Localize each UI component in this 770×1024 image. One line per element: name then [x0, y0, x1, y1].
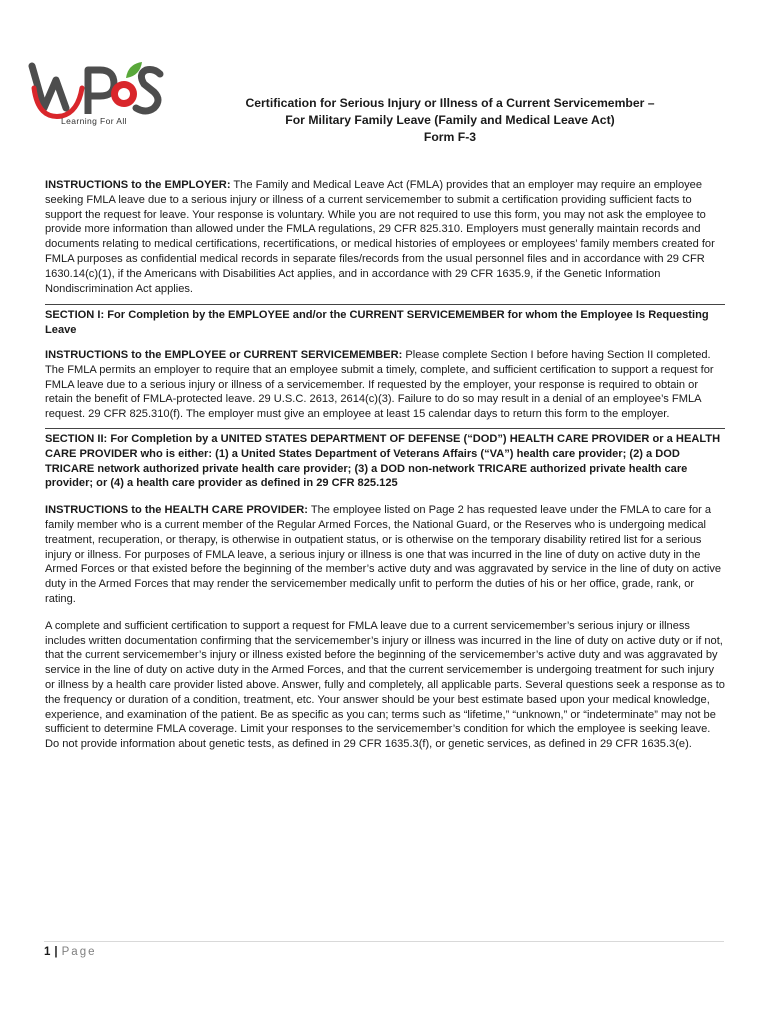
certification-paragraph: A complete and sufficient certification to support a request for FMLA leave due to a current servicemember’s serious injury or illness includes written documentation confirming that the servicemember’s injury or illness was incurred in the line of duty on active duty or if not, that the current servicemember’s injury or illness existed before the beginning of the servicemember’s active duty and was aggravated by service in the line of duty on active duty in the Armed Forces, and that the current servicemember is undergoing treatment for such injury or illness by a health care provider listed above. Answer, fully and completely, all applicable parts. Several questions seek a response as to the frequency or duration of a condition, treatment, etc. Your answer should be your best estimate based upon your medical knowledge, experience, and examination of the patient. Be as specific as you can; terms such as “lifetime,” “unknown,” or “indeterminate” may not be sufficient to determine FMLA coverage. Limit your responses to the servicemember’s condition for which the employee is seeking leave. Do not provide information about genetic tests, as defined in 29 CFR 1635.3(f), or genetic services, as defined in 29 CFR 1635.3(e).: [45, 619, 725, 751]
form-title: [170, 95, 730, 146]
provider-instructions-body: The employee listed on Page 2 has requested leave under the FMLA to care for a family member who is a current member of the Regular Armed Forces, the National Guard, or the Reserves who is undergoing medical treatment, recuperation, or therapy, is otherwise in outpatient status, or is otherwise on the temporary disability retired list for a serious injury or illness. For purposes of FMLA leave, a serious injury or illness is one that was incurred in the line of duty on active duty in the Armed Forces or that existed before the beginning of the member’s active duty and was aggravated by service in the line of duty on active duty in the Armed Forces that may render the servicemember medically unfit to perform the duties of his or her office, grade, rank, or rating.: [45, 504, 722, 605]
employee-instructions-heading: INSTRUCTIONS to the EMPLOYEE or CURRENT SERVICEMEMBER:: [45, 348, 403, 361]
provider-instructions-heading: INSTRUCTIONS to the HEALTH CARE PROVIDER:: [45, 504, 308, 517]
employee-instructions-body: Please complete Section I before having Section II completed. The FMLA permits an employer to require that an employee submit a timely, complete, and sufficient certification to support a request for FMLA leave due to a serious injury or illness of a servicemember. If requested by the employer, your response is required to obtain or retain the benefit of FMLA-protected leave. 29 U.S.C. 2613, 2614(c)(3). Failure to do so may result in a denial of an employee’s FMLA request. 29 CFR 825.310(f). The employer must give an employee at least 15 calendar days to return this form to the employer.: [45, 348, 714, 421]
section-1-heading: SECTION I: For Completion by the EMPLOYEE and/or the CURRENT SERVICEMEMBER for whom the Employee Is Requesting Leave: [45, 309, 709, 337]
section-divider: [45, 304, 725, 305]
employee-instructions: [45, 348, 725, 422]
employer-instructions: [45, 178, 725, 296]
section-divider: [45, 428, 725, 429]
page-footer: [44, 941, 724, 958]
title-line-2: For Military Family Leave (Family and Medical Leave Act): [285, 113, 615, 127]
provider-instructions: [45, 503, 725, 607]
section-2-heading: SECTION II: For Completion by a UNITED STATES DEPARTMENT OF DEFENSE (“DOD”) HEALTH CARE PROVIDER or a HEALTH CARE PROVIDER who is either: (1) a United States Department of Veterans Affairs (“VA”) health care provider; (2) a DOD TRICARE network authorized private health care provider; (3) a DOD non-network TRICARE authorized private health care provider; or (4) a health care provider as defined in 29 CFR 825.125: [45, 432, 721, 490]
footer-separator: |: [54, 946, 58, 958]
page-label: Page: [61, 946, 97, 958]
form-body: [45, 178, 725, 752]
title-line-1: Certification for Serious Injury or Illness of a Current Servicemember –: [245, 96, 655, 110]
employer-instructions-heading: INSTRUCTIONS to the EMPLOYER:: [45, 179, 231, 191]
title-line-3: Form F-3: [423, 130, 477, 144]
logo-tagline: Learning For All: [61, 116, 127, 126]
page-number: 1: [44, 946, 51, 958]
employer-instructions-body: The Family and Medical Leave Act (FMLA) provides that an employer may require an employee seeking FMLA leave due to a serious injury or illness of a current servicemember to submit a certification providing sufficient facts to support the request for leave. Your response is voluntary. While you are not required to use this form, you may not ask the employee to provide more information than allowed under the FMLA regulations, 29 CFR 825.310. Employers must generally maintain records and documents relating to medical certifications, recertifications, or medical histories of employees or employees’ family members created for FMLA purposes as confidential medical records in separate files/records from the usual personnel files and in accordance with 29 CFR 1630.14(c)(1), if the Americans with Disabilities Act applies, and in accordance with 29 CFR 1635.9, if the Genetic Information Nondiscrimination Act applies.: [45, 179, 715, 295]
